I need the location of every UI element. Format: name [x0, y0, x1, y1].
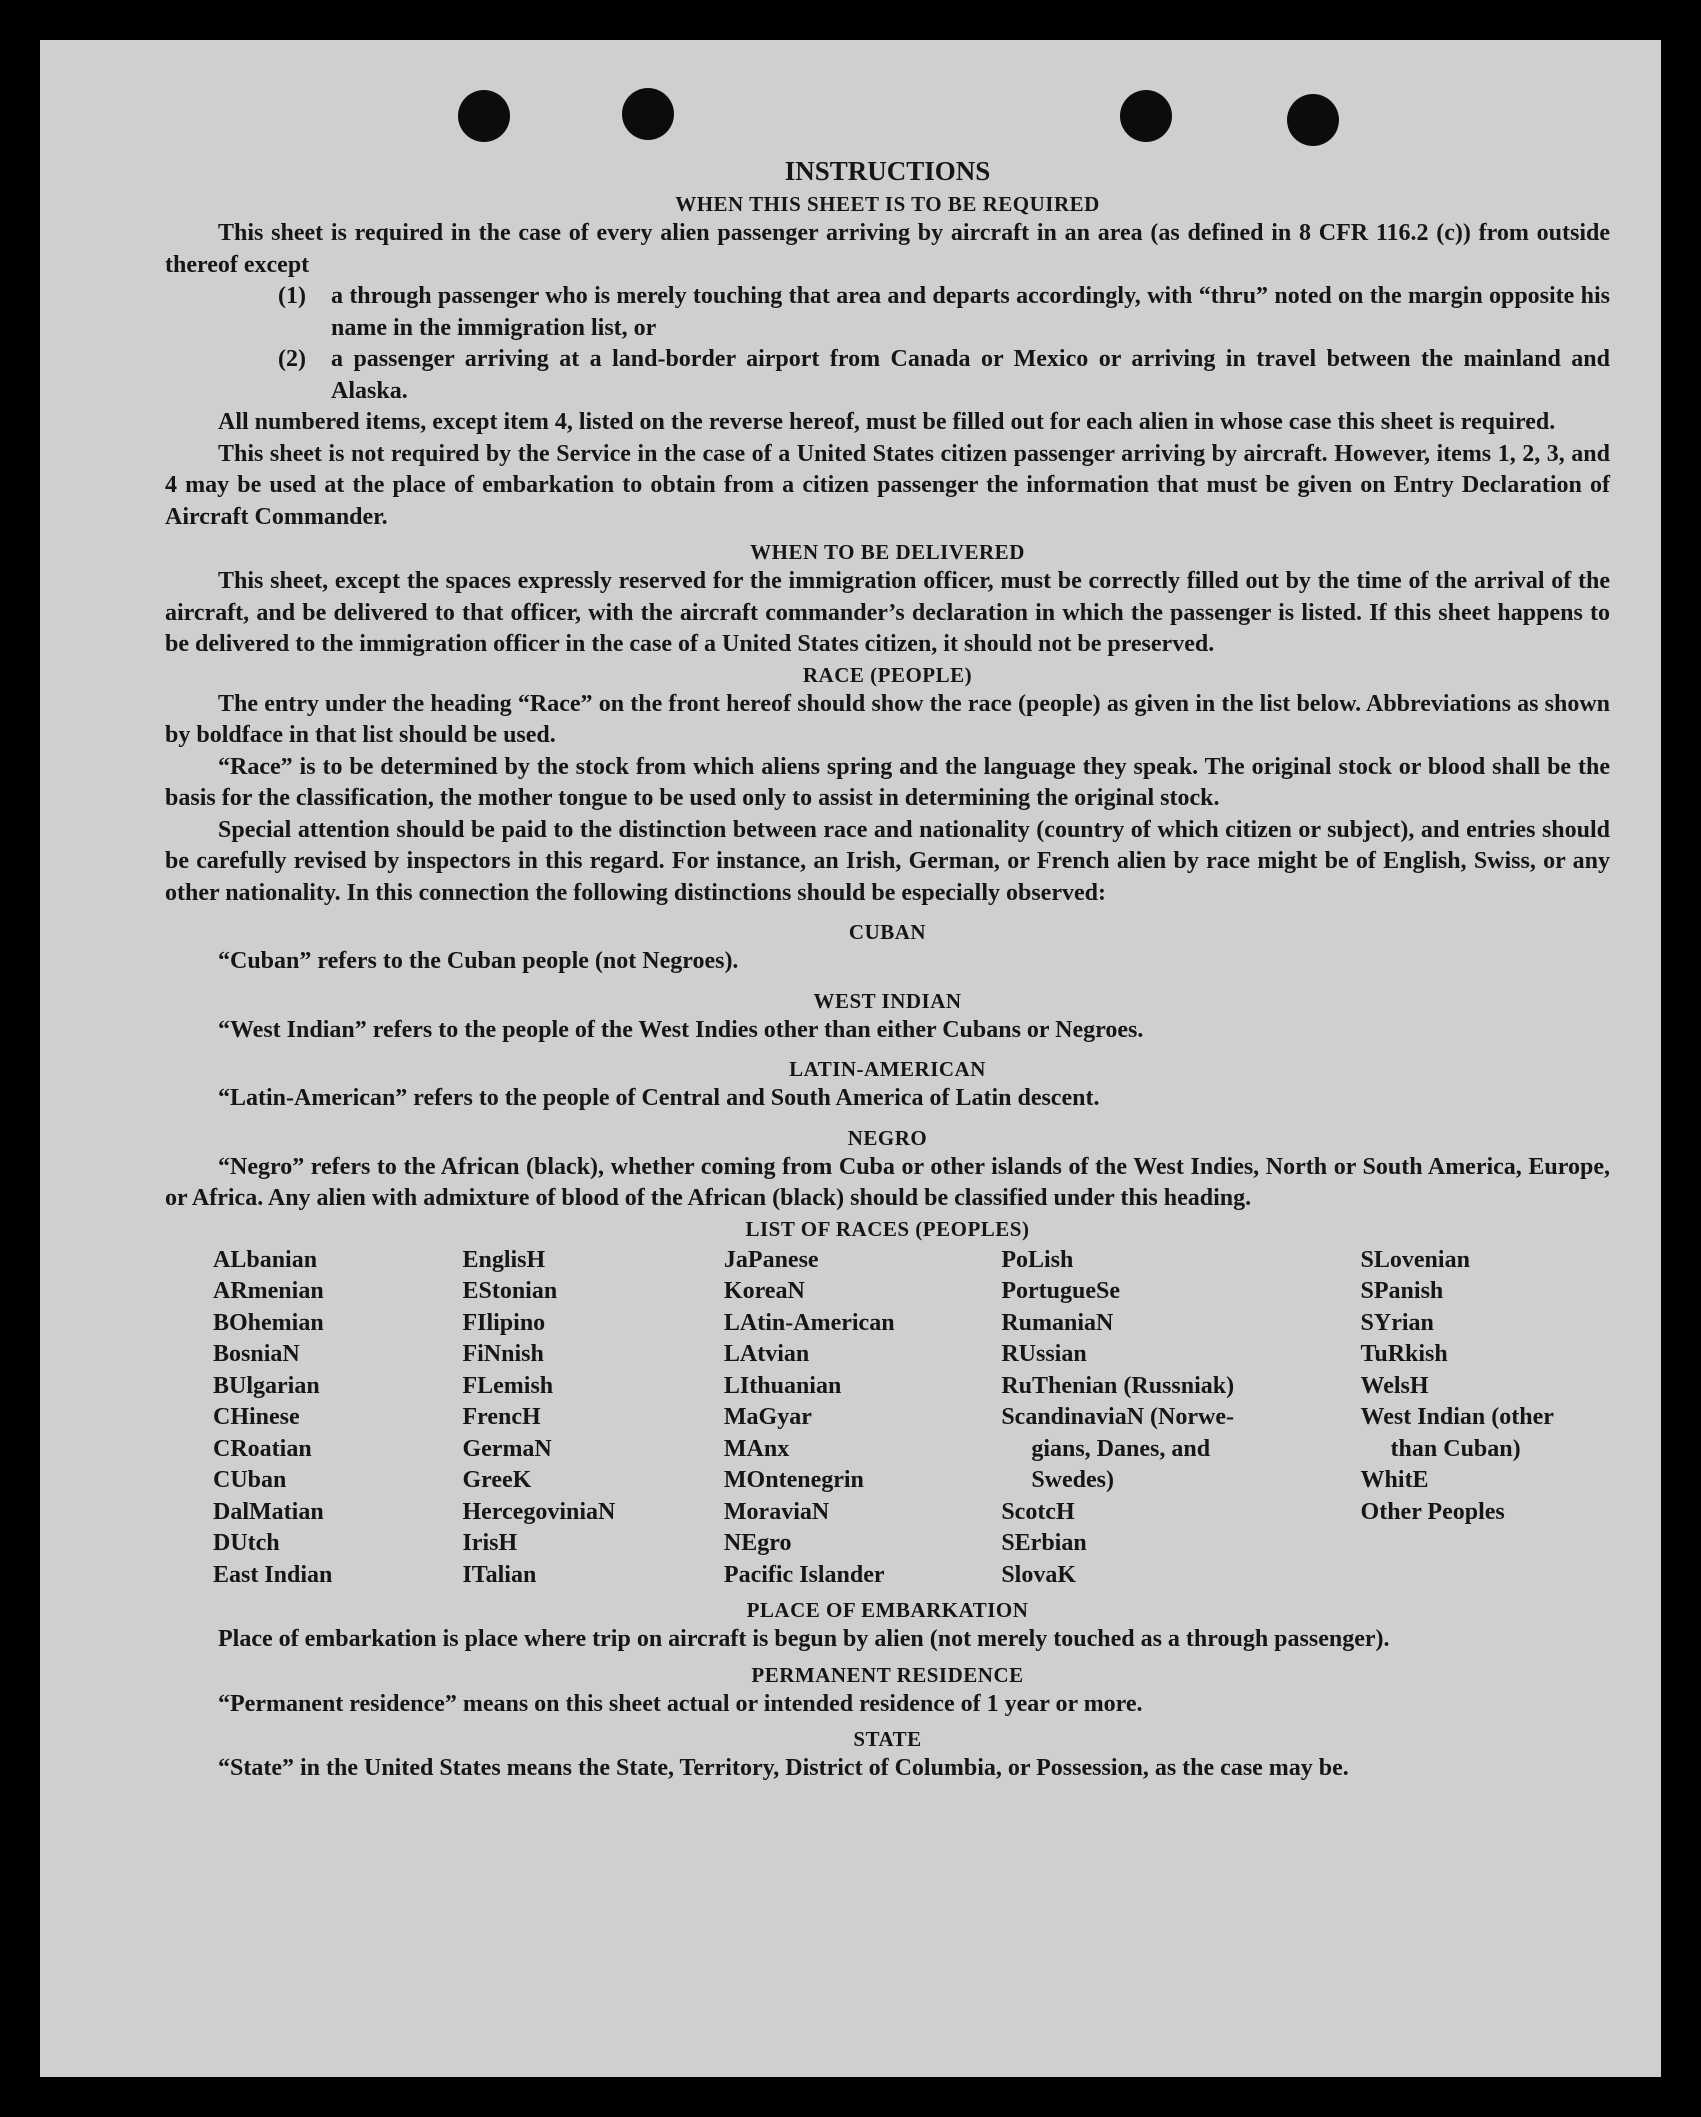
race-name: TuRkish	[1360, 1341, 1448, 1367]
race-name: FrencH	[462, 1404, 541, 1430]
race-name: BUlgarian	[213, 1372, 320, 1399]
race-name: ARmenian	[213, 1278, 324, 1304]
race-name: FiNnish	[462, 1341, 544, 1367]
paragraph: “Permanent residence” means on this sheet actual or intended residence of 1 year or more.	[218, 1690, 1143, 1717]
paragraph: “Cuban” refers to the Cuban people (not Negroes).	[218, 948, 739, 974]
race-name: FLemish	[462, 1372, 554, 1399]
punch-hole	[1120, 90, 1172, 142]
race-name: CRoatian	[213, 1435, 312, 1462]
race-name: BOhemian	[213, 1309, 324, 1336]
race-name: EnglisH	[462, 1246, 546, 1273]
paragraph: “State” in the United States means the State, Territory, District of Columbia, or Possession, as the case may be.	[218, 1755, 1349, 1781]
document-title: INSTRUCTIONS	[784, 156, 991, 186]
race-name: gians, Danes, and	[1031, 1435, 1211, 1462]
section-heading: PERMANENT RESIDENCE	[751, 1662, 1024, 1687]
punch-hole	[458, 90, 510, 142]
race-name: DalMatian	[213, 1498, 324, 1525]
paragraph: “Latin-American” refers to the people of Central and South America of Latin descent.	[218, 1085, 1100, 1111]
race-name: PortugueSe	[1001, 1278, 1120, 1304]
list-item	[278, 281, 1610, 344]
section-heading: WHEN TO BE DELIVERED	[750, 540, 1025, 564]
paragraph: Place of embarkation is place where trip on aircraft is begun by alien (not merely touched as a through passenger).	[218, 1626, 1390, 1652]
list-text: a passenger arriving at a land-border airport from Canada or Mexico or arriving in travel between the mainland and Alaska.	[331, 346, 1610, 404]
race-name: CHinese	[213, 1404, 300, 1430]
race-name: FIlipino	[462, 1309, 546, 1336]
race-name: BosniaN	[213, 1341, 300, 1367]
race-column	[462, 1245, 723, 1592]
race-name: Swedes)	[1031, 1467, 1114, 1493]
race-name: Pacific Islander	[723, 1561, 885, 1588]
paragraph: This sheet is required in the case of every alien passenger arriving by aircraft in an area (as defined in 8 CFR 116.2 (c)) from outside thereof except	[165, 220, 1610, 278]
paragraph: This sheet is not required by the Service in the case of a United States citizen passenger arriving by aircraft. However, items 1, 2, 3, and 4 may be used at the place of embarkation to obtain from a citizen passenger the information that must be given on Entry Declaration of Aircraft Commander.	[165, 440, 1610, 530]
paragraph: “Negro” refers to the African (black), whether coming from Cuba or other islands of the West Indies, North or South America, Europe, or Africa. Any alien with admixture of blood of the African (black) should be classified under this heading.	[165, 1153, 1610, 1211]
punch-hole	[1287, 94, 1339, 146]
punch-hole	[622, 88, 674, 140]
race-name: WhitE	[1360, 1467, 1429, 1493]
race-name: than Cuban)	[1390, 1435, 1521, 1462]
race-name: IrisH	[462, 1530, 518, 1556]
race-name: SYrian	[1360, 1309, 1434, 1336]
race-column	[1361, 1245, 1610, 1592]
paragraph: Special attention should be paid to the distinction between race and nationality (country of which citizen or subject), and entries should be carefully revised by inspectors in this regard. For instance, an Irish, German, or French alien by race might be of English, Swiss, or any other nationality. In this connection the following distinctions should be especially observed:	[165, 816, 1610, 906]
section-heading: STATE	[853, 1727, 922, 1751]
race-name: SErbian	[1001, 1530, 1087, 1556]
list-text: a through passenger who is merely touching that area and departs accordingly, with “thru” noted on the margin opposite his name in the immigration list, or	[331, 283, 1610, 341]
race-name: ScotcH	[1001, 1498, 1075, 1525]
race-name: LIthuanian	[723, 1372, 842, 1399]
race-list	[213, 1245, 1610, 1592]
paragraph: The entry under the heading “Race” on the front hereof should show the race (people) as given in the list below. Abbreviations as shown by boldface in that list should be used.	[165, 690, 1610, 748]
paragraph: This sheet, except the spaces expressly reserved for the immigration officer, must be correctly filled out by the time of the arrival of the aircraft, and be delivered to that officer, with the aircraft commander’s declaration in which the passenger is listed. If this sheet happens to be delivered to the immigration officer in the case of a United States citizen, it should not be preserved.	[165, 568, 1610, 657]
race-name: East Indian	[213, 1561, 333, 1588]
race-name: RuThenian (Russniak)	[1001, 1372, 1235, 1399]
section-heading: NEGRO	[847, 1125, 928, 1150]
race-name: PoLish	[1001, 1246, 1074, 1273]
race-name: CUban	[213, 1467, 287, 1493]
section-heading: RACE (PEOPLE)	[802, 662, 973, 687]
paragraph: “Race” is to be determined by the stock from which aliens spring and the language they speak. The original stock or blood shall be the basis for the classification, the mother tongue to be used only to assist in determining the original stock.	[165, 753, 1610, 811]
instructions-text	[165, 152, 1610, 1785]
list-number: (1)	[278, 283, 306, 309]
paragraph: All numbered items, except item 4, listed on the reverse hereof, must be filled out for each alien in whose case this sheet is required.	[218, 409, 1556, 435]
race-name: RUssian	[1001, 1341, 1087, 1367]
race-name: WelsH	[1360, 1372, 1429, 1399]
race-name: Other Peoples	[1360, 1498, 1505, 1525]
race-column	[213, 1245, 462, 1592]
race-name: GermaN	[462, 1435, 552, 1462]
race-name: SLovenian	[1360, 1246, 1470, 1273]
race-name: SPanish	[1360, 1278, 1444, 1304]
list-number: (2)	[278, 346, 306, 372]
race-name: West Indian (other	[1360, 1404, 1554, 1430]
document-sheet	[40, 40, 1661, 2077]
section-heading: LATIN-AMERICAN	[789, 1057, 986, 1081]
race-name: ITalian	[462, 1561, 537, 1588]
race-name: EStonian	[462, 1278, 558, 1304]
race-name: ALbanian	[213, 1246, 318, 1273]
race-name: JaPanese	[723, 1246, 819, 1273]
section-heading: LIST OF RACES (PEOPLES)	[745, 1216, 1030, 1241]
list-item	[278, 344, 1610, 407]
race-column	[724, 1245, 1001, 1592]
race-name: DUtch	[213, 1530, 280, 1556]
race-name: MaGyar	[723, 1404, 812, 1430]
race-name: NEgro	[723, 1530, 792, 1556]
race-name: MOntenegrin	[723, 1467, 864, 1493]
race-name: ScandinaviaN (Norwe-	[1001, 1404, 1234, 1430]
section-heading: CUBAN	[848, 920, 927, 944]
section-heading: PLACE OF EMBARKATION	[746, 1598, 1029, 1622]
race-column	[1001, 1245, 1360, 1592]
section-heading: WHEN THIS SHEET IS TO BE REQUIRED	[675, 192, 1100, 216]
race-name: GreeK	[462, 1467, 532, 1493]
race-name: MAnx	[723, 1435, 790, 1462]
race-name: MoraviaN	[723, 1498, 830, 1525]
race-name: LAtin-American	[723, 1309, 895, 1336]
paragraph: “West Indian” refers to the people of the West Indies other than either Cubans or Negroes.	[218, 1016, 1144, 1043]
race-name: LAtvian	[723, 1341, 810, 1367]
race-name: KoreaN	[723, 1278, 805, 1304]
race-name: HercegoviniaN	[462, 1498, 616, 1525]
race-name: SlovaK	[1001, 1561, 1076, 1588]
race-name: RumaniaN	[1001, 1309, 1114, 1336]
section-heading: WEST INDIAN	[813, 988, 962, 1013]
